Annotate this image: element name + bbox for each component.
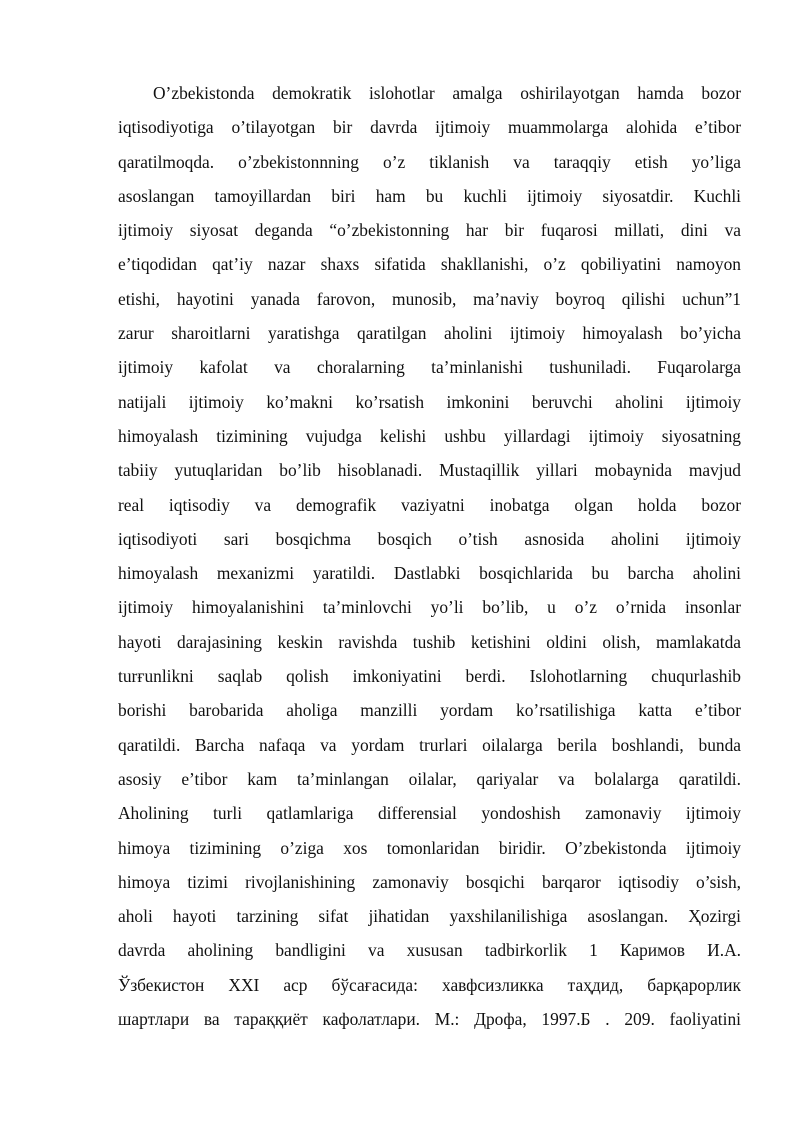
text-line: asoslangan tamoyillardan biri ham bu kuchli ijtimoiy siyosatdir. Kuchli xyxy=(118,185,741,206)
text-line: aholi hayoti tarzining sifat jihatidan yaxshilanilishiga asoslangan. Ҳozirgi xyxy=(118,906,741,927)
text-line: шартлари ва тараққиёт кафолатлари. М.: Дрофа, 1997.Б . 209. faoliyatini xyxy=(118,1009,741,1030)
text-line: qaratilmoqda. o’zbekistonnning o’z tiklanish va taraqqiy etish yo’liga xyxy=(118,151,741,172)
text-line: davrda aholining bandligini va xususan tadbirkorlik 1 Каримов И.А. xyxy=(118,940,741,961)
text-line: asosiy e’tibor kam ta’minlangan oilalar, qariyalar va bolalarga qaratildi. xyxy=(118,768,741,789)
text-line: ijtimoiy siyosat deganda “o’zbekistonning har bir fuqarosi millati, dini va xyxy=(118,220,741,241)
text-line: Aholining turli qatlamlariga differensial yondoshish zamonaviy ijtimoiy xyxy=(118,803,741,824)
text-line: tabiiy yutuqlaridan bo’lib hisoblanadi. Mustaqillik yillari mobaynida mavjud xyxy=(118,460,741,481)
body-text xyxy=(118,76,741,1036)
text-line: zarur sharoitlarni yaratishga qaratilgan aholini ijtimoiy himoyalash bo’yicha xyxy=(118,323,741,344)
text-line: natijali ijtimoiy ko’makni ko’rsatish imkonini beruvchi aholini ijtimoiy xyxy=(118,391,741,412)
text-line: real iqtisodiy va demografik vaziyatni inobatga olgan holda bozor xyxy=(118,494,741,515)
text-line: ijtimoiy himoyalanishini ta’minlovchi yo’li bo’lib, u o’z o’rnida insonlar xyxy=(118,597,741,618)
text-line: himoya tizimining o’ziga xos tomonlaridan biridir. O’zbekistonda ijtimoiy xyxy=(118,837,741,858)
text-line: etishi, hayotini yanada farovon, munosib, ma’naviy boyroq qilishi uchun”1 xyxy=(118,288,741,309)
text-line: ijtimoiy kafolat va choralarning ta’minlanishi tushuniladi. Fuqarolarga xyxy=(118,357,741,378)
text-line: turғunlikni saqlab qolish imkoniyatini berdi. Islohotlarning chuqurlashib xyxy=(118,666,741,687)
text-line: iqtisodiyotiga o’tilayotgan bir davrda ijtimoiy muammolarga alohida e’tibor xyxy=(118,117,741,138)
text-line: O’zbekistonda demokratik islohotlar amalga oshirilayotgan hamda bozor xyxy=(153,83,741,103)
text-line: e’tiqodidan qat’iy nazar shaxs sifatida shakllanishi, o’z qobiliyatini namoyon xyxy=(118,254,741,275)
text-line: himoya tizimi rivojlanishining zamonaviy bosqichi barqaror iqtisodiy o’sish, xyxy=(118,871,741,892)
text-line: borishi barobarida aholiga manzilli yordam ko’rsatilishiga katta e’tibor xyxy=(118,700,741,721)
text-line: himoyalash tizimining vujudga kelishi ushbu yillardagi ijtimoiy siyosatning xyxy=(118,425,741,446)
text-line: qaratildi. Barcha nafaqa va yordam trurlari oilalarga berila boshlandi, bunda xyxy=(118,734,741,755)
text-line: hayoti darajasining keskin ravishda tushib ketishini oldini olish, mamlakatda xyxy=(118,631,741,652)
text-line: Ўзбекистон XXI аср бўсағасида: хавфсизликка таҳдид, барқарорлик xyxy=(118,974,741,995)
text-line: iqtisodiyoti sari bosqichma bosqich o’tish asnosida aholini ijtimoiy xyxy=(118,528,741,549)
text-line: himoyalash mexanizmi yaratildi. Dastlabki bosqichlarida bu barcha aholini xyxy=(118,563,741,584)
